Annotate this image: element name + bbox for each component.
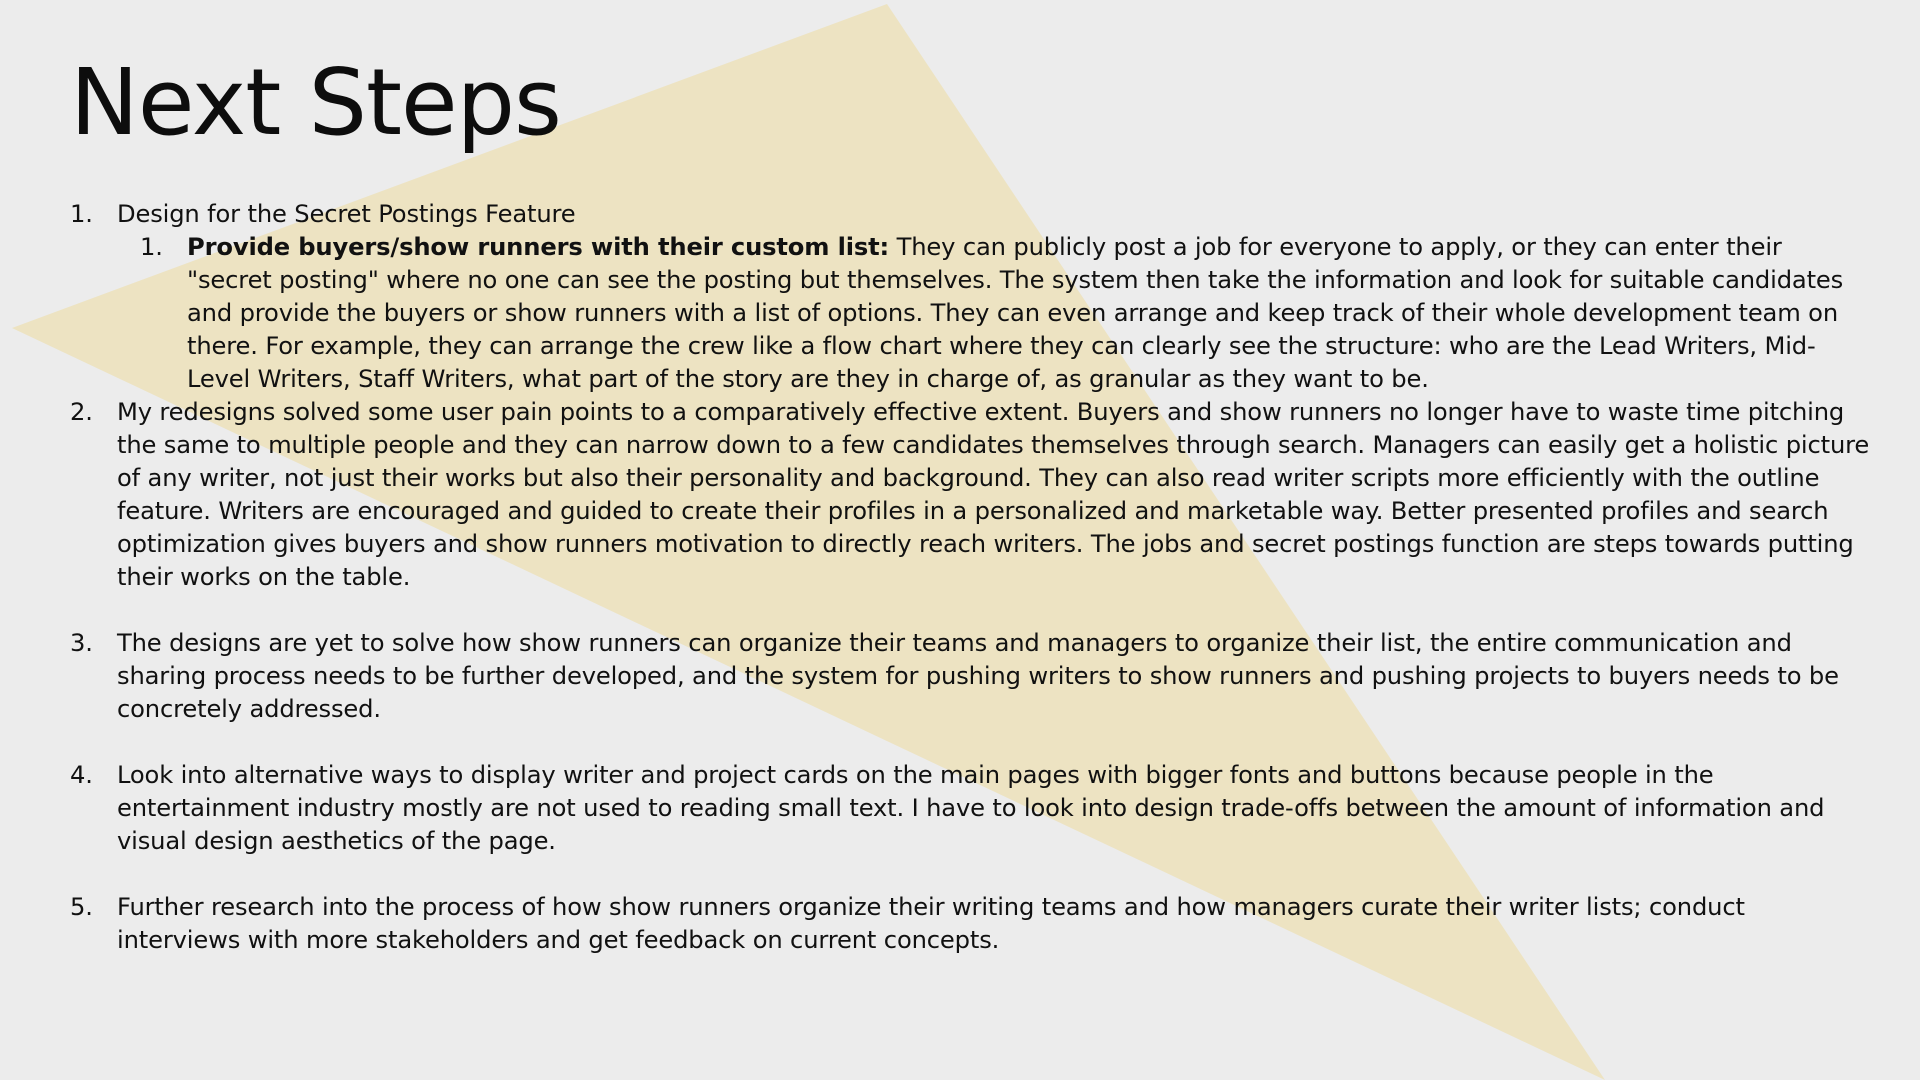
- list-item-text: The designs are yet to solve how show runners can organize their teams and managers to organize their list, the entire communication and sharing process needs to be further developed, and the system for pushing writers to show runners and pushing projects to buyers needs to be concretely addressed.: [117, 629, 1839, 723]
- sub-list-item-body: They can publicly post a job for everyone to apply, or they can enter their "secret posting" where no one can see the posting but themselves. The system then take the information and look for suitable candidates and provide the buyers or show runners with a list of options. They can even arrange and keep track of their whole development team on there. For example, they can arrange the crew like a flow chart where they can clearly see the structure: who are the Lead Writers, Mid-Level Writers, Staff Writers, what part of the story are they in charge of, as granular as they want to be.: [187, 233, 1844, 393]
- list-item: [70, 627, 1870, 726]
- list-item: [70, 198, 1870, 396]
- list-item-number: 1.: [70, 200, 93, 228]
- list-item-number: 4.: [70, 761, 93, 789]
- page-title: Next Steps: [70, 49, 561, 156]
- list-item: [70, 759, 1870, 858]
- sub-list-item-heading: Provide buyers/show runners with their custom list:: [187, 233, 890, 261]
- sub-list-item-number: 1.: [140, 233, 163, 261]
- list-item-text: Look into alternative ways to display writer and project cards on the main pages with bigger fonts and buttons because people in the entertainment industry mostly are not used to reading small text. I have to look into design trade-offs between the amount of information and visual design aesthetics of the page.: [117, 761, 1825, 855]
- list-item: [70, 891, 1870, 957]
- list-item-number: 5.: [70, 893, 93, 921]
- list-item-text: Design for the Secret Postings Feature: [117, 200, 576, 228]
- list-item-text: Further research into the process of how show runners organize their writing teams and how managers curate their writer lists; conduct interviews with more stakeholders and get feedback on current concepts.: [117, 893, 1745, 954]
- next-steps-list: [70, 198, 1870, 957]
- sub-list-item-text: [187, 231, 1870, 396]
- list-item: [70, 396, 1870, 594]
- list-item-number: 2.: [70, 398, 93, 426]
- sub-list-item: [140, 231, 1870, 396]
- list-item-number: 3.: [70, 629, 93, 657]
- list-item-text: My redesigns solved some user pain points to a comparatively effective extent. Buyers and show runners no longer have to waste time pitching the same to multiple people and they can narrow down to a few candidates themselves through search. Managers can easily get a holistic picture of any writer, not just their works but also their personality and background. They can also read writer scripts more efficiently with the outline feature. Writers are encouraged and guided to create their profiles in a personalized and marketable way. Better presented profiles and search optimization gives buyers and show runners motivation to directly reach writers. The jobs and secret postings function are steps towards putting their works on the table.: [117, 398, 1870, 591]
